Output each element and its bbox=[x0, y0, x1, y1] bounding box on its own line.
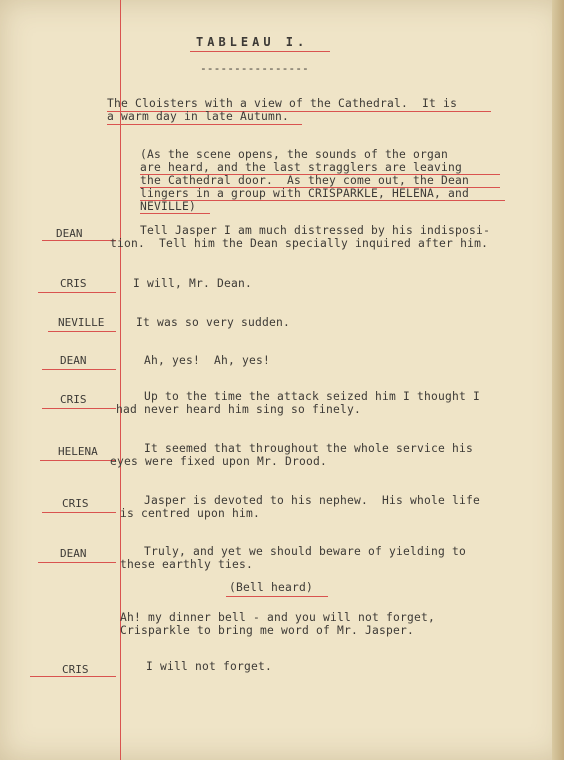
dialogue-line: these earthly ties. bbox=[120, 558, 254, 571]
speaker-label: NEVILLE bbox=[58, 316, 105, 329]
direction-line-2: are heard, and the last stragglers are leaving bbox=[140, 161, 463, 174]
dialogue-line: had never heard him sing so finely. bbox=[116, 403, 362, 416]
stage-direction: (Bell heard) bbox=[229, 581, 314, 594]
setting-underline-2 bbox=[107, 124, 302, 125]
speaker-label: CRIS bbox=[62, 663, 89, 676]
direction-line-5: NEVILLE) bbox=[140, 200, 197, 213]
speaker-underline bbox=[40, 460, 116, 461]
page-title: TABLEAU I. bbox=[196, 35, 309, 49]
dialogue-line: Ah! my dinner bell - and you will not forget, bbox=[120, 611, 436, 624]
speaker-underline bbox=[30, 676, 116, 677]
speaker-label: DEAN bbox=[60, 354, 87, 367]
speaker-label: CRIS bbox=[60, 277, 87, 290]
dialogue-line: I will, Mr. Dean. bbox=[133, 277, 253, 290]
dialogue-line: tion. Tell him the Dean specially inquired after him. bbox=[110, 237, 489, 250]
speaker-label: CRIS bbox=[62, 497, 89, 510]
direction-line-3: the Cathedral door. As they come out, the Dean bbox=[140, 174, 470, 187]
title-rule: ---------------- bbox=[200, 62, 309, 75]
setting-line-2: a warm day in late Autumn. bbox=[107, 110, 290, 123]
dialogue-line: eyes were fixed upon Mr. Drood. bbox=[110, 455, 328, 468]
speaker-underline bbox=[42, 512, 116, 513]
direction-line-4: lingers in a group with CRISPARKLE, HELENA, and bbox=[140, 187, 470, 200]
title-underline bbox=[190, 51, 330, 52]
speaker-label: HELENA bbox=[58, 445, 98, 458]
speaker-underline bbox=[48, 331, 116, 332]
speaker-label: DEAN bbox=[56, 227, 83, 240]
setting-line-1: The Cloisters with a view of the Cathedral. It is bbox=[107, 97, 458, 110]
speaker-underline bbox=[38, 292, 116, 293]
speaker-underline bbox=[38, 562, 116, 563]
dialogue-line: Ah, yes! Ah, yes! bbox=[144, 354, 271, 367]
page-edge bbox=[552, 0, 564, 760]
dialogue-line: Tell Jasper I am much distressed by his indisposi- bbox=[140, 224, 491, 237]
speaker-label: DEAN bbox=[60, 547, 87, 560]
dialogue-line: I will not forget. bbox=[146, 660, 273, 673]
dialogue-line: Jasper is devoted to his nephew. His whole life bbox=[144, 494, 481, 507]
dialogue-line: is centred upon him. bbox=[120, 507, 261, 520]
direction-underline-5 bbox=[140, 213, 210, 214]
speaker-label: CRIS bbox=[60, 393, 87, 406]
direction-line-1: (As the scene opens, the sounds of the organ bbox=[140, 148, 449, 161]
speaker-underline bbox=[42, 408, 116, 409]
speaker-underline bbox=[42, 240, 116, 241]
dialogue-line: It was so very sudden. bbox=[136, 316, 291, 329]
dialogue-line: Up to the time the attack seized him I thought I bbox=[144, 390, 481, 403]
dialogue-line: Truly, and yet we should beware of yielding to bbox=[144, 545, 467, 558]
stage-direction-underline bbox=[226, 596, 328, 597]
dialogue-line: Crisparkle to bring me word of Mr. Jasper. bbox=[120, 624, 415, 637]
speaker-underline bbox=[42, 369, 116, 370]
dialogue-line: It seemed that throughout the whole service his bbox=[144, 442, 474, 455]
